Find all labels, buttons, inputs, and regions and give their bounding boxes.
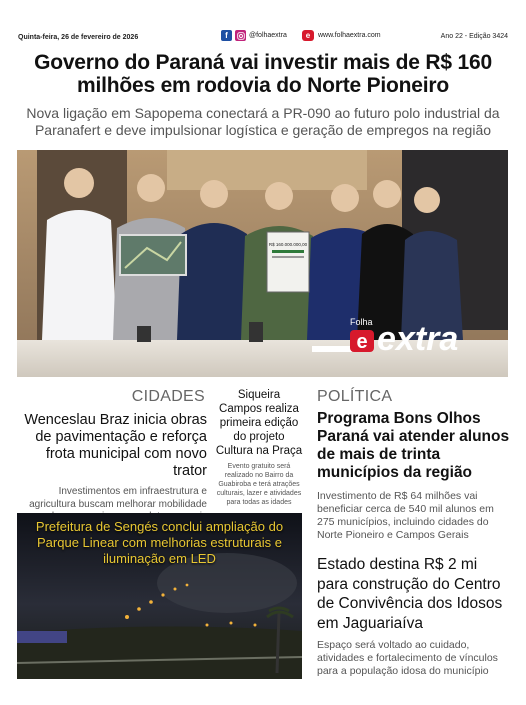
social-handle[interactable]: @folhaextra xyxy=(249,32,287,39)
cultura-section xyxy=(215,388,303,507)
cidades-section xyxy=(17,388,207,524)
cidades-title[interactable]: Wenceslau Braz inicia obras de pavimentação e reforça frota municipal com novo trator xyxy=(24,412,207,479)
lead-photo-illustration xyxy=(17,150,508,377)
lead-headline[interactable]: Governo do Paraná vai investir mais de R$ 160 milhões em rodovia do Norte Pioneiro xyxy=(34,51,492,97)
senges-photo[interactable] xyxy=(17,513,302,679)
cidades-label[interactable]: CIDADES xyxy=(131,388,205,405)
lead-subhead: Nova ligação em Sapopema conectará a PR-090 ao futuro polo industrial da Paranafert e deve impulsionar logística e geração de empregos na região xyxy=(26,105,500,138)
issue-date: Quinta-feira, 26 de fevereiro de 2026 xyxy=(18,33,139,41)
edition-number: Ano 22 - Edição 3424 xyxy=(440,33,508,40)
logo-small-text: Folha xyxy=(350,317,373,327)
cultura-title[interactable]: Siqueira Campos realiza primeira edição do projeto Cultura na Praça xyxy=(215,389,303,457)
website-url[interactable]: www.folhaextra.com xyxy=(318,32,381,39)
social-links xyxy=(221,30,287,41)
lead-photo[interactable] xyxy=(17,150,508,377)
politica-label[interactable]: POLÍTICA xyxy=(317,388,393,405)
idosos-title[interactable]: Estado destina R$ 2 mi para construção do Centro de Convivência dos Idosos em Jaguariaíva xyxy=(317,556,503,632)
cidades-desc: Investimentos em infraestrutura e agricultura buscam melhorar mobilidade xyxy=(29,486,207,510)
facebook-icon[interactable]: f xyxy=(221,30,232,41)
politica-section xyxy=(317,388,512,678)
cultura-desc: Evento gratuito será realizado no Bairro da Guabiroba e terá atrações culturais, lazer e atividades para todas as idades xyxy=(216,463,302,506)
politica-desc: Investimento de R$ 64 milhões vai beneficiar cerca de 540 mil alunos em 275 municípios, incluindo cidades do Norte Pioneiro e Campos Gerais xyxy=(317,490,494,541)
senges-caption[interactable]: Prefeitura de Sengés conclui ampliação do Parque Linear com melhorias estruturais e iluminação em LED xyxy=(35,519,284,566)
website-icon: e xyxy=(302,30,314,41)
instagram-icon[interactable] xyxy=(235,30,246,41)
logo-big-text: extra xyxy=(377,320,459,358)
check-amount: R$ 160.000.000,00 xyxy=(268,242,308,247)
website-link[interactable] xyxy=(302,30,381,41)
masthead-bar xyxy=(18,30,508,44)
politica-title[interactable]: Programa Bons Olhos Paraná vai atender alunos de mais de trinta municípios da região xyxy=(317,410,510,481)
idosos-desc: Espaço será voltado ao cuidado, atividades e fortalecimento de vínculos para a população idosa do município xyxy=(317,639,498,677)
logo-e-glyph: e xyxy=(356,331,368,353)
